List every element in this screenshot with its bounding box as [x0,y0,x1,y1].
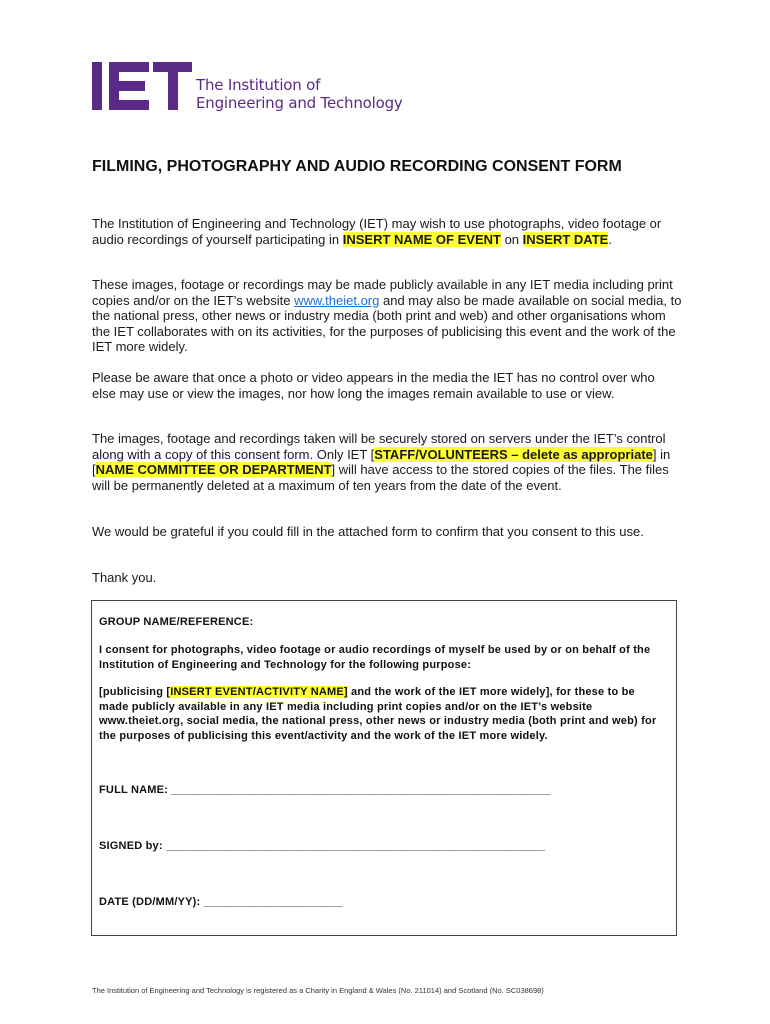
p2-text-after: and may also be made available on social media, to the national press, other news or industry media (both print and web) and other organisations whom the IET collaborates with on its activities, for the purposes of publicising this event and the work of the IET more widely. [92,292,682,354]
logo-line-2: Engineering and Technology [196,94,403,112]
iet-logo [92,62,422,112]
usage-paragraph [92,277,682,355]
logo-line-1: The Institution of [196,76,321,94]
p1-text-mid: on [500,231,523,247]
insert-activity-name-placeholder: INSERT EVENT/ACTIVITY NAME] [170,686,348,698]
request-paragraph: We would be grateful if you could fill in the attached form to confirm that you consent to this use. [92,524,644,539]
group-name-field[interactable]: GROUP NAME/REFERENCE: [99,616,254,628]
date-field[interactable]: DATE (DD/MM/YY): ______________________ [99,896,343,908]
purpose-statement [99,685,665,743]
consent-form-box [91,600,677,936]
signed-by-field[interactable]: SIGNED by: ____________________________________________________________ [99,840,546,852]
insert-date-placeholder: INSERT DATE [522,231,609,247]
staff-volunteers-placeholder: STAFF/VOLUNTEERS – delete as appropriate [374,446,653,462]
iet-logo-mark [92,62,192,110]
storage-paragraph [92,431,682,493]
iet-website-link[interactable]: www.theiet.org [294,292,380,308]
p1-text-after: . [608,231,612,247]
intro-paragraph [92,216,682,247]
charity-footer: The Institution of Engineering and Technology is registered as a Charity in England & Wales (No. 211014) and Scotland (No. SC038698) [92,986,544,995]
full-name-field[interactable]: FULL NAME: ____________________________________________________________ [99,784,551,796]
iet-logo-text [196,76,403,112]
p2-text-before: These images, footage or recordings may be made publicly available in any IET media including print copies and/or on the IET’s website [92,277,673,308]
insert-event-name-placeholder: INSERT NAME OF EVENT [342,231,501,247]
consent-statement: I consent for photographs, video footage or audio recordings of myself be used by or on behalf of the Institution of Engineering and Technology for the following purpose: [99,644,651,671]
p4-text-mid: ] in [ [92,446,671,477]
purpose-after: and the work of the IET more widely], for these to be made publicly available in any IET media including print copies and/or on the IET’s website www.theiet.org, social media, the national press, other news or industry media (both print and web) for the purposes of publicising this event/activity and the work of the IET more widely. [99,686,657,742]
thank-you: Thank you. [92,570,157,585]
control-paragraph: Please be aware that once a photo or video appears in the media the IET has no control over who else may use or view the images, nor how long the images remain available to use or view. [92,370,655,401]
page-title: FILMING, PHOTOGRAPHY AND AUDIO RECORDING CONSENT FORM [92,158,622,175]
p1-text-before: The Institution of Engineering and Technology (IET) may wish to use photographs, video footage or audio recordings of yourself participating in [92,216,662,247]
p4-text-before: The images, footage and recordings taken will be securely stored on servers under the IET’s control along with a copy of this consent form. Only IET [ [92,431,666,462]
committee-department-placeholder: NAME COMMITTEE OR DEPARTMENT [95,462,332,477]
purpose-before: [publicising [ [99,686,171,698]
p4-text-after: ] will have access to the stored copies of the files. The files will be permanently deleted at a maximum of ten years from the date of the event. [92,462,669,493]
